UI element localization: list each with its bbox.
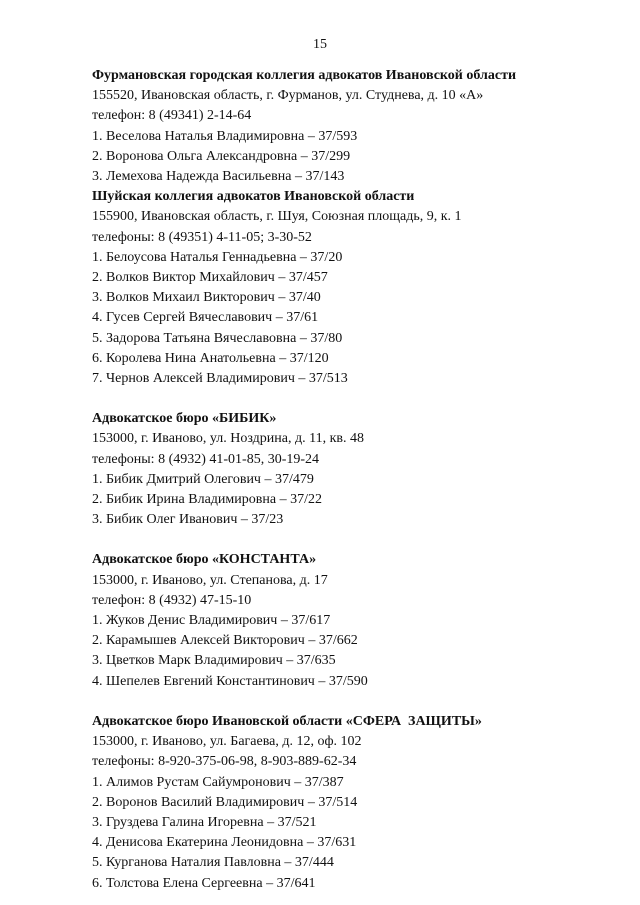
spacer (92, 389, 612, 409)
organization-phone: телефоны: 8 (49351) 4-11-05; 3-30-52 (92, 229, 312, 245)
organization-phone: телефон: 8 (49341) 2-14-64 (92, 108, 252, 124)
page-number: 15 (313, 37, 327, 52)
member-entry: 5. Задорова Татьяна Вячеславовна – 37/80 (92, 330, 343, 346)
organization-address: 153000, г. Иваново, ул. Багаева, д. 12, оф. 102 (92, 734, 362, 750)
organization-block (92, 66, 612, 187)
member-entry: 4. Денисова Екатерина Леонидовна – 37/631 (92, 835, 357, 851)
member-entry: 6. Королева Нина Анатольевна – 37/120 (92, 350, 329, 366)
member-entry: 2. Бибик Ирина Владимировна – 37/22 (92, 492, 322, 508)
organization-phone: телефоны: 8-920-375-06-98, 8-903-889-62-34 (92, 754, 357, 770)
member-entry: 3. Груздева Галина Игоревна – 37/521 (92, 814, 317, 830)
member-entry: 2. Карамышев Алексей Викторович – 37/662 (92, 633, 358, 649)
organization-phone: телефон: 8 (4932) 47-15-10 (92, 592, 252, 608)
member-entry: 4. Шепелев Евгений Константинович – 37/590 (92, 673, 368, 689)
member-entry: 2. Воронов Василий Владимирович – 37/514 (92, 794, 358, 810)
member-entry: 2. Волков Виктор Михайлович – 37/457 (92, 270, 328, 286)
organization-address: 155900, Ивановская область, г. Шуя, Союзная площадь, 9, к. 1 (92, 209, 462, 225)
spacer (92, 530, 612, 550)
organization-title: Адвокатское бюро Ивановской области «СФЕРА ЗАЩИТЫ» (92, 713, 482, 729)
directory-content (92, 66, 612, 894)
member-entry: 1. Жуков Денис Владимирович – 37/617 (92, 613, 331, 629)
organization-title: Шуйская коллегия адвокатов Ивановской области (92, 189, 415, 205)
organization-address: 153000, г. Иваново, ул. Ноздрина, д. 11, кв. 48 (92, 431, 365, 447)
member-entry: 1. Бибик Дмитрий Олегович – 37/479 (92, 471, 314, 487)
member-entry: 1. Алимов Рустам Сайумронович – 37/387 (92, 774, 344, 790)
member-entry: 2. Воронова Ольга Александровна – 37/299 (92, 148, 351, 164)
organization-block (92, 409, 612, 530)
member-entry: 3. Лемехова Надежда Васильевна – 37/143 (92, 169, 345, 185)
organization-block (92, 187, 612, 389)
member-entry: 7. Чернов Алексей Владимирович – 37/513 (92, 371, 348, 387)
member-entry: 6. Толстова Елена Сергеевна – 37/641 (92, 875, 316, 891)
member-entry: 3. Волков Михаил Викторович – 37/40 (92, 290, 321, 306)
organization-title: Фурмановская городская коллегия адвокатов Ивановской области (92, 68, 517, 83)
member-entry: 3. Бибик Олег Иванович – 37/23 (92, 512, 284, 528)
member-entry: 3. Цветков Марк Владимирович – 37/635 (92, 653, 336, 669)
organization-title: Адвокатское бюро «КОНСТАНТА» (92, 552, 317, 568)
organization-phone: телефоны: 8 (4932) 41-01-85, 30-19-24 (92, 451, 320, 467)
organization-address: 155520, Ивановская область, г. Фурманов, ул. Студнева, д. 10 «А» (92, 88, 484, 104)
member-entry: 5. Курганова Наталия Павловна – 37/444 (92, 855, 334, 871)
organization-block (92, 550, 612, 691)
member-entry: 1. Белоусова Наталья Геннадьевна – 37/20 (92, 249, 343, 265)
organization-address: 153000, г. Иваново, ул. Степанова, д. 17 (92, 572, 328, 588)
organization-block (92, 712, 612, 894)
spacer (92, 692, 612, 712)
member-entry: 1. Веселова Наталья Владимировна – 37/593 (92, 128, 358, 144)
member-entry: 4. Гусев Сергей Вячеславович – 37/61 (92, 310, 319, 326)
organization-title: Адвокатское бюро «БИБИК» (92, 411, 277, 427)
